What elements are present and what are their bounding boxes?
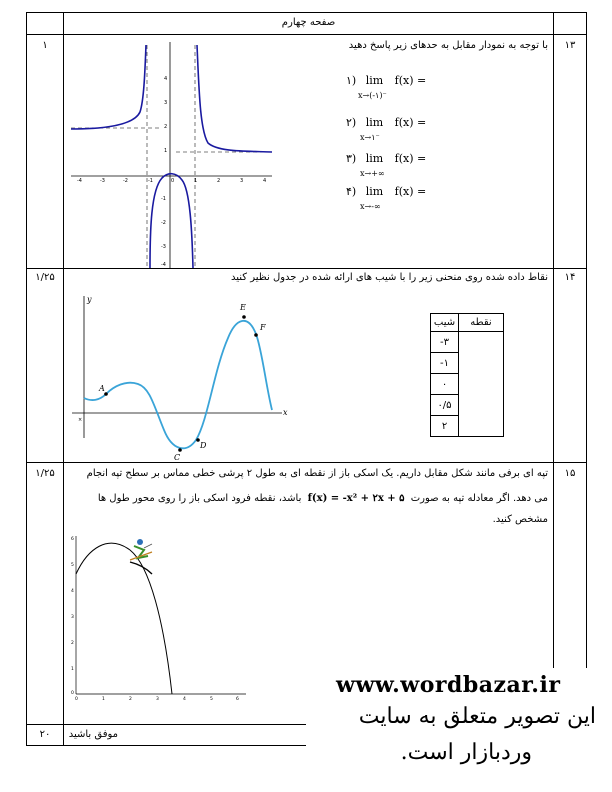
q14-number: ۱۴ [564, 272, 576, 283]
grid-line [26, 724, 306, 725]
header-slope: شیب [431, 314, 459, 332]
page-title: صفحه چهارم [281, 17, 336, 28]
q15-number: ۱۵ [564, 468, 576, 479]
x-tick-label: 3 [156, 697, 159, 702]
y-tick-label: 1 [164, 148, 168, 154]
limit-label: ۴) [346, 185, 357, 198]
y-tick-label: -2 [161, 220, 166, 226]
y-tick-label: 2 [71, 641, 74, 646]
point-f [254, 333, 258, 337]
watermark [306, 668, 602, 786]
point-e-label: E [240, 303, 246, 312]
slope-cell: ۲ [431, 416, 459, 437]
x-tick-label: 5 [210, 697, 213, 702]
point-c [178, 448, 182, 452]
origin-mark: × [78, 417, 83, 423]
q13-text: با توجه به نمودار مقابل به حدهای زیر پاسخ دهید [348, 40, 548, 51]
q15-line2-before: می دهد. اگر معادله تپه به صورت [410, 493, 548, 504]
grid-line [63, 12, 64, 746]
limit-function: f(x) = [394, 185, 427, 198]
x-tick-label: 2 [129, 697, 132, 702]
total-score: ۲۰ [39, 729, 51, 740]
y-axis-label: y [87, 295, 92, 304]
y-tick-label: 4 [71, 589, 74, 594]
q15-line2 [98, 493, 548, 505]
limit-item [346, 185, 427, 211]
q13-graph [66, 40, 276, 268]
limit-symbol: lim [365, 185, 384, 198]
y-tick-label: -3 [161, 244, 166, 250]
grid-line [26, 462, 587, 463]
q15-line3: مشخص کنید. [492, 514, 548, 525]
limit-subscript: x→-∞ [360, 202, 381, 211]
limit-subscript: x→+∞ [360, 169, 385, 178]
y-tick-label: 0 [71, 691, 74, 696]
q15-score: ۱/۲۵ [35, 468, 55, 479]
limit-symbol: lim [365, 152, 384, 165]
limit-subscript: x→۱⁻ [360, 133, 380, 142]
x-tick-label: -4 [77, 178, 82, 184]
y-tick-label: 1 [71, 667, 74, 672]
x-tick-label: 4 [183, 697, 186, 702]
watermark-line2: وردبازار است. [400, 740, 532, 765]
slope-table [430, 313, 504, 437]
grid-line [26, 12, 587, 13]
x-tick-label: 1 [102, 697, 105, 702]
x-axis-label: x [283, 408, 288, 417]
limit-label: ۱) [346, 74, 357, 87]
skier-icon [130, 539, 152, 560]
slope-cell: ۰ [431, 374, 459, 395]
q13-number: ۱۳ [564, 40, 576, 51]
slope-cell: -۱ [431, 353, 459, 374]
q15-line1: تپه ای برفی مانند شکل مقابل داریم. یک اسکی باز از نقطه ای به طول ۲ پرشی خطی مماس بر سطح تپه انجام [86, 468, 548, 479]
q15-line2-after: باشد، نقطه فرود اسکی باز را روی محور طول ها [97, 493, 302, 504]
point-e [242, 315, 246, 319]
curve-left-branch [71, 45, 146, 129]
y-tick-label: 6 [71, 537, 74, 542]
limit-label: ۲) [346, 116, 357, 129]
hill-curve [76, 543, 172, 694]
watermark-url: www.wordbazar.ir [336, 672, 561, 698]
q13-score: ۱ [42, 40, 48, 51]
q14-score: ۱/۲۵ [35, 272, 55, 283]
grid-line [26, 34, 587, 35]
x-tick-label: 1 [194, 178, 198, 184]
watermark-line1: این تصویر متعلق به سایت [358, 704, 596, 729]
footer-text: موفق باشید [68, 729, 118, 740]
curve-right-branch [197, 45, 272, 152]
y-tick-label: 3 [164, 100, 168, 106]
q14-graph [68, 290, 292, 462]
limit-item [346, 74, 427, 100]
x-tick-label: 3 [240, 178, 244, 184]
limit-item [346, 152, 427, 178]
x-tick-label: 4 [263, 178, 267, 184]
y-tick-label: -4 [161, 262, 166, 268]
point-c-label: C [174, 453, 181, 462]
grid-line [26, 745, 306, 746]
y-tick-label: 2 [164, 124, 168, 130]
grid-line [26, 12, 27, 746]
point-f-label: F [260, 323, 266, 332]
q15-formula: f(x) = -x² + ۲x + ۵ [307, 493, 405, 504]
grid-line [26, 268, 587, 269]
x-tick-label: -3 [100, 178, 105, 184]
x-tick-label: 2 [217, 178, 221, 184]
x-tick-label: 0 [171, 178, 175, 184]
limit-symbol: lim [365, 74, 384, 87]
limit-subscript: x→(-۱)⁻ [358, 91, 387, 100]
x-tick-label: -2 [123, 178, 128, 184]
y-tick-label: 5 [71, 563, 74, 568]
q14-text: نقاط داده شده روی منحنی زیر را با شیب های ارائه شده در جدول نظیر کنید [231, 272, 548, 283]
point-d-label: D [200, 441, 207, 450]
x-tick-label: -1 [148, 178, 153, 184]
limit-function: f(x) = [394, 74, 427, 87]
q15-graph [68, 532, 250, 702]
slope-cell: ۰/۵ [431, 395, 459, 416]
x-tick-label: 6 [236, 697, 239, 702]
y-tick-label: -1 [161, 196, 166, 202]
limit-label: ۳) [346, 152, 357, 165]
limit-function: f(x) = [394, 152, 427, 165]
limit-symbol: lim [365, 116, 384, 129]
point-answer-cell[interactable] [459, 332, 504, 437]
grid-line [586, 12, 587, 746]
grid-line [553, 12, 554, 746]
curve-middle-branch [150, 174, 193, 268]
x-tick-label: 0 [75, 697, 78, 702]
limit-item [346, 116, 427, 142]
header-point: نقطه [459, 314, 504, 332]
point-a-label: A [99, 384, 105, 393]
slope-cell: -۳ [431, 332, 459, 353]
limit-function: f(x) = [394, 116, 427, 129]
y-tick-label: 4 [164, 76, 168, 82]
y-tick-label: 3 [71, 615, 74, 620]
